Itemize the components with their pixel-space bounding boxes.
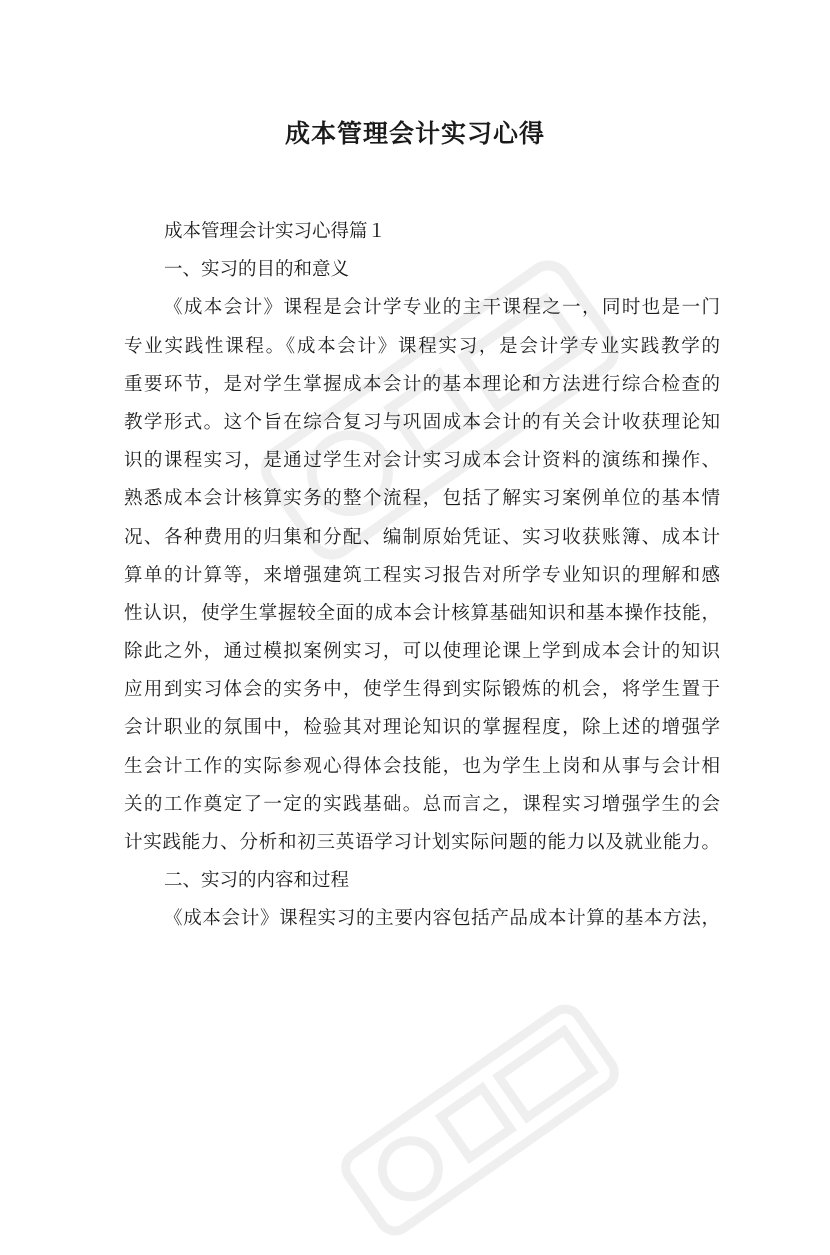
paragraph-line: 《成本会计》课程实习的主要内容包括产品成本计算的基本方法， — [164, 908, 720, 930]
paragraph-line: 性认识，使学生掌握较全面的成本会计核算基础知识和基本操作技能， — [124, 602, 720, 624]
paragraph-line: 生会计工作的实际参观心得体会技能，也为学生上岗和从事与会计相 — [124, 755, 720, 777]
page-title: 成本管理会计实习心得 — [284, 119, 545, 148]
watermark-logo-icon-2 — [323, 985, 638, 1255]
section-heading-content: 二、实习的内容和过程 — [164, 870, 350, 892]
paragraph-line: 关的工作奠定了一定的实践基础。总而言之，课程实习增强学生的会 — [124, 793, 720, 815]
paragraph-line: 况、各种费用的归集和分配、编制原始凭证、实习收获账簿、成本计 — [124, 526, 720, 548]
document-body — [124, 213, 720, 939]
paragraph-purpose — [124, 289, 720, 862]
paragraph-line: 算单的计算等，来增强建筑工程实习报告对所学专业知识的理解和感 — [124, 564, 720, 586]
paragraph-line: 专业实践性课程。《成本会计》课程实习，是会计学专业实践教学的 — [124, 335, 720, 357]
section-heading-purpose: 一、实习的目的和意义 — [164, 259, 350, 281]
paragraph-line: 教学形式。这个旨在综合复习与巩固成本会计的有关会计收获理论知 — [124, 411, 720, 433]
paragraph-line: 应用到实习体会的实务中，使学生得到实际锻炼的机会，将学生置于 — [124, 679, 720, 701]
paragraph-line: 会计职业的氛围中，检验其对理论知识的掌握程度，除上述的增强学 — [124, 717, 720, 739]
paragraph-line: 除此之外，通过模拟案例实习，可以使理论课上学到成本会计的知识 — [124, 641, 720, 663]
paragraph-line: 计实践能力、分析和初三英语学习计划实际问题的能力以及就业能力。 — [124, 832, 720, 853]
article-subtitle: 成本管理会计实习心得篇１ — [164, 221, 387, 242]
paragraph-line: 识的课程实习，是通过学生对会计实习成本会计资料的演练和操作、 — [124, 450, 720, 472]
paragraph-line: 《成本会计》课程是会计学专业的主干课程之一，同时也是一门 — [164, 297, 720, 319]
paragraph-line: 熟悉成本会计核算实务的整个流程，包括了解实习案例单位的基本情 — [124, 488, 720, 510]
paragraph-line: 重要环节，是对学生掌握成本会计的基本理论和方法进行综合检查的 — [124, 373, 720, 395]
